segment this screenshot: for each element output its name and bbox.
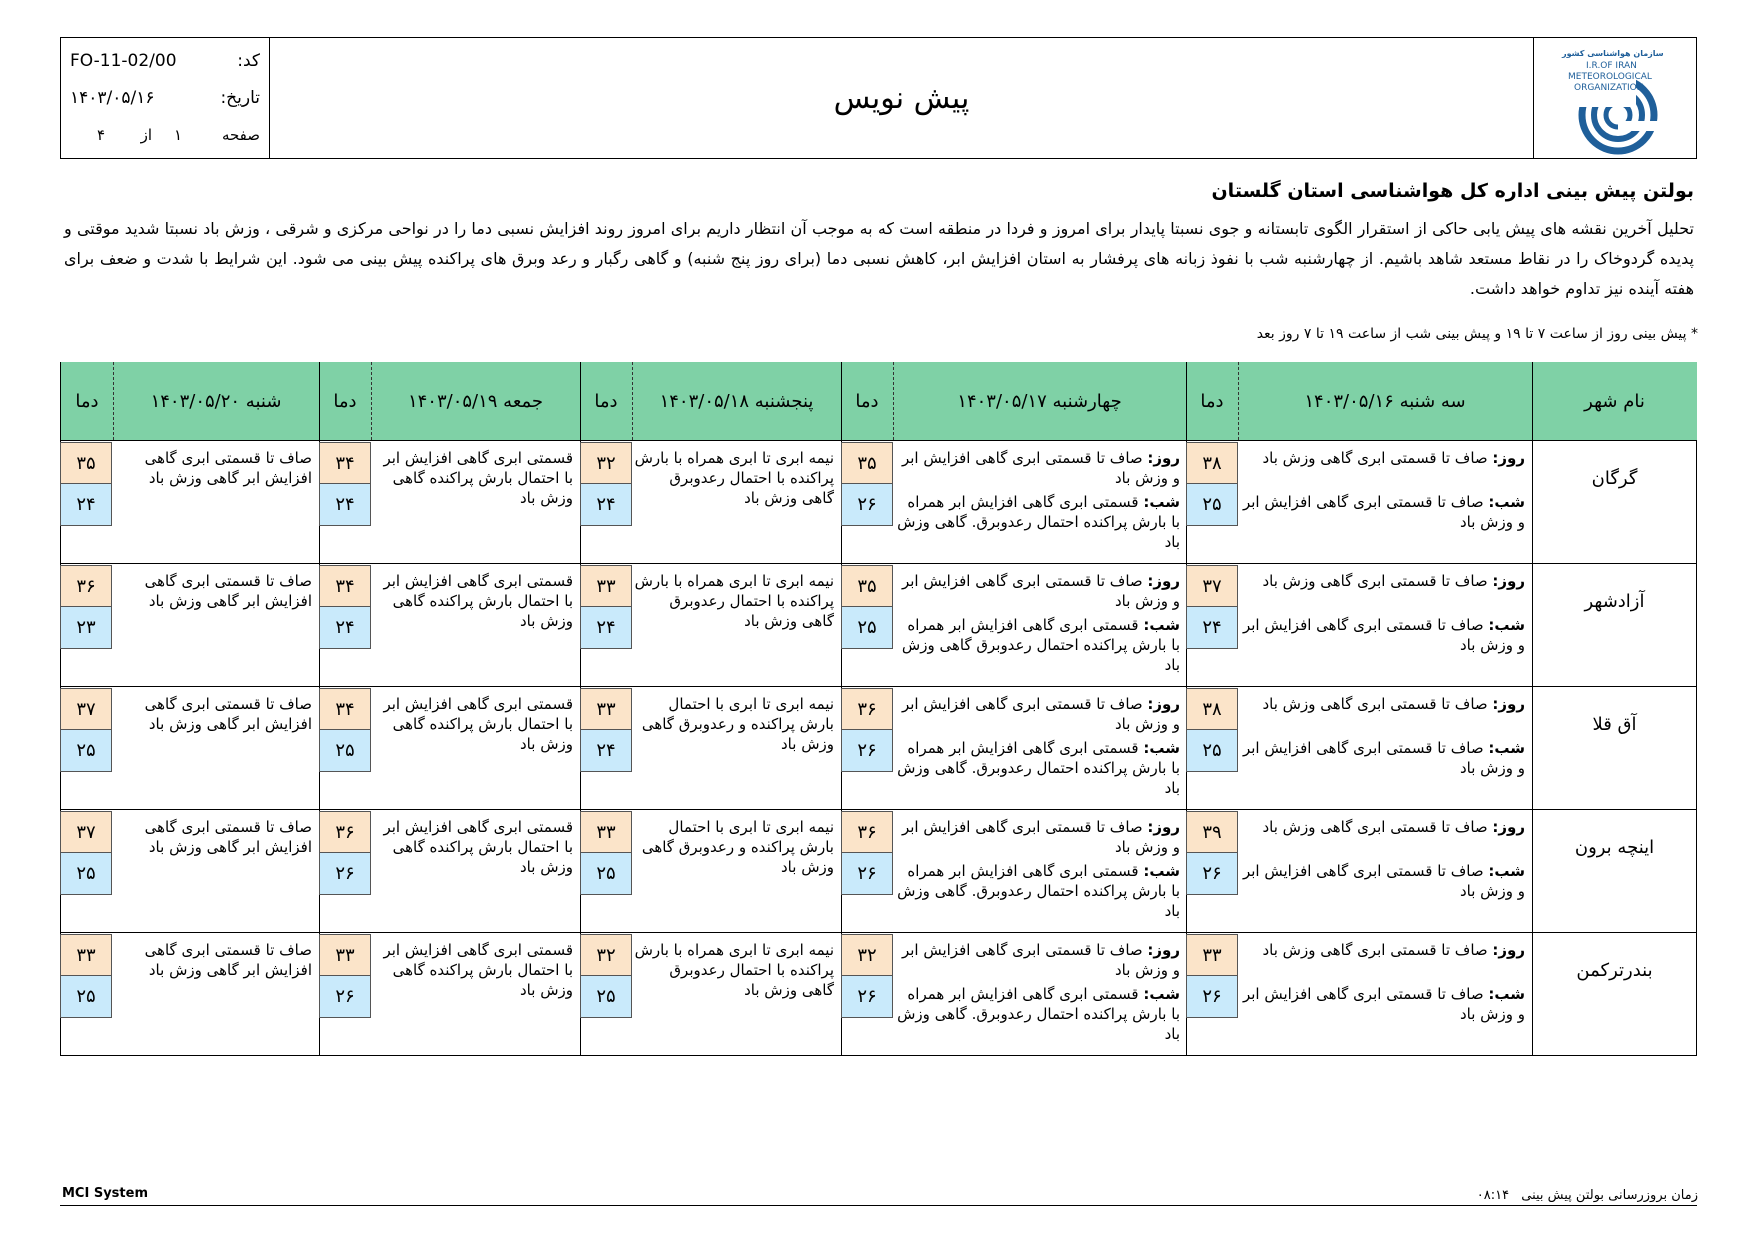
footer-system: MCI System [62, 1186, 148, 1201]
day4-min-temp: ۲۴ [319, 484, 371, 526]
day4-forecast: قسمتی ابری گاهی افزایش ابر با احتمال بارش پراکنده گاهی وزش باد [383, 941, 573, 999]
day1-night-text: صاف تا قسمتی ابری گاهی افزایش ابر و وزش باد [1242, 739, 1525, 777]
meteorological-organization-logo [1548, 45, 1688, 155]
day4-max-temp: ۳۳ [319, 934, 371, 976]
day2-night-forecast [895, 492, 1180, 552]
day2-day-text: صاف تا قسمتی ابری گاهی افزایش ابر و وزش باد [901, 449, 1180, 487]
day1-day-text: صاف تا قسمتی ابری گاهی وزش باد [1262, 941, 1493, 959]
day5-max-temp: ۳۶ [60, 565, 112, 607]
day1-min-temp: ۲۶ [1186, 853, 1238, 895]
header-temp-4: دما [319, 362, 371, 440]
city-name: آزادشهر [1584, 591, 1645, 612]
day5-min-temp: ۲۴ [60, 484, 112, 526]
city-name: آق قلا [1592, 714, 1637, 735]
day2-max-temp: ۳۶ [841, 811, 893, 853]
day1-day-text: صاف تا قسمتی ابری گاهی وزش باد [1262, 695, 1493, 713]
day3-forecast: نیمه ابری تا ابری با احتمال بارش پراکنده و رعدوبرق گاهی وزش باد [641, 695, 834, 753]
day4-min-temp: ۲۶ [319, 853, 371, 895]
day2-day-forecast [895, 448, 1180, 488]
day-label: روز: [1492, 449, 1525, 467]
day2-day-forecast [895, 694, 1180, 734]
day4-forecast: قسمتی ابری گاهی افزایش ابر با احتمال بارش پراکنده گاهی وزش باد [383, 695, 573, 753]
day4-max-temp: ۳۴ [319, 688, 371, 730]
day5-forecast: صاف تا قسمتی ابری گاهی افزایش ابر گاهی وزش باد [144, 818, 312, 856]
day4-max-temp: ۳۴ [319, 442, 371, 484]
day3-min-temp: ۲۵ [580, 976, 632, 1018]
night-label: شب: [1143, 616, 1180, 634]
day2-day-forecast [895, 817, 1180, 857]
day1-night-forecast [1240, 615, 1525, 655]
header-city: نام شهر [1532, 362, 1697, 440]
day2-day-text: صاف تا قسمتی ابری گاهی افزایش ابر و وزش باد [901, 572, 1180, 610]
day2-day-text: صاف تا قسمتی ابری گاهی افزایش ابر و وزش باد [901, 818, 1180, 856]
day1-min-temp: ۲۵ [1186, 484, 1238, 526]
logo-text-en1: I.R.OF IRAN [1586, 61, 1637, 71]
day3-max-temp: ۳۲ [580, 442, 632, 484]
page-total: ۴ [96, 126, 105, 144]
day-label: روز: [1147, 449, 1180, 467]
day1-min-temp: ۲۴ [1186, 607, 1238, 649]
header-day-1: سه شنبه ۱۴۰۳/۰۵/۱۶ [1238, 362, 1532, 440]
day5-min-temp: ۲۳ [60, 607, 112, 649]
day2-min-temp: ۲۶ [841, 730, 893, 772]
day2-night-forecast [895, 861, 1180, 921]
day1-day-forecast [1240, 571, 1525, 591]
day4-min-temp: ۲۵ [319, 730, 371, 772]
day1-max-temp: ۳۸ [1186, 688, 1238, 730]
page-label: صفحه [221, 126, 260, 144]
day4-forecast: قسمتی ابری گاهی افزایش ابر با احتمال بارش پراکنده گاهی وزش باد [383, 449, 573, 507]
day4-min-temp: ۲۶ [319, 976, 371, 1018]
day3-max-temp: ۳۳ [580, 565, 632, 607]
day1-night-text: صاف تا قسمتی ابری گاهی افزایش ابر و وزش باد [1242, 616, 1525, 654]
day5-max-temp: ۳۵ [60, 442, 112, 484]
header-temp-3: دما [580, 362, 632, 440]
day1-max-temp: ۳۳ [1186, 934, 1238, 976]
day4-max-temp: ۳۴ [319, 565, 371, 607]
header-dash [113, 362, 114, 440]
header-temp-1: دما [1186, 362, 1238, 440]
day1-night-forecast [1240, 984, 1525, 1024]
forecast-time-note: * پیش بینی روز از ساعت ۷ تا ۱۹ و پیش بینی شب از ساعت ۱۹ تا ۷ روز بعد [1256, 326, 1698, 342]
day5-forecast: صاف تا قسمتی ابری گاهی افزایش ابر گاهی وزش باد [144, 572, 312, 610]
day1-night-forecast [1240, 492, 1525, 532]
day3-forecast: نیمه ابری تا ابری همراه با بارش پراکنده با احتمال رعدوبرق گاهی وزش باد [634, 572, 834, 630]
logo-text-en2: METEOROLOGICAL [1568, 72, 1652, 82]
day1-night-text: صاف تا قسمتی ابری گاهی افزایش ابر و وزش باد [1242, 493, 1525, 531]
day3-forecast: نیمه ابری تا ابری همراه با بارش پراکنده با احتمال رعدوبرق گاهی وزش باد [634, 449, 834, 507]
day4-max-temp: ۳۶ [319, 811, 371, 853]
col-divider [1532, 362, 1533, 1056]
day1-max-temp: ۳۷ [1186, 565, 1238, 607]
day5-min-temp: ۲۵ [60, 853, 112, 895]
night-label: شب: [1488, 616, 1525, 634]
day3-min-temp: ۲۴ [580, 607, 632, 649]
day1-day-text: صاف تا قسمتی ابری گاهی وزش باد [1262, 572, 1493, 590]
day2-max-temp: ۳۲ [841, 934, 893, 976]
day2-night-text: قسمتی ابری گاهی افزایش ابر همراه با بارش پراکنده احتمال رعدوبرق. گاهی وزش باد [897, 493, 1180, 551]
day-label: روز: [1147, 572, 1180, 590]
day-label: روز: [1492, 818, 1525, 836]
day3-min-temp: ۲۴ [580, 484, 632, 526]
day2-night-text: قسمتی ابری گاهی افزایش ابر همراه با بارش پراکنده احتمال رعدوبرق. گاهی وزش باد [897, 985, 1180, 1043]
day1-min-temp: ۲۶ [1186, 976, 1238, 1018]
day5-forecast: صاف تا قسمتی ابری گاهی افزایش ابر گاهی وزش باد [144, 695, 312, 733]
day1-min-temp: ۲۵ [1186, 730, 1238, 772]
logo-text-fa: سازمان هواشناسی کشور [1562, 49, 1664, 58]
day-label: روز: [1147, 818, 1180, 836]
day1-night-text: صاف تا قسمتی ابری گاهی افزایش ابر و وزش باد [1242, 985, 1525, 1023]
day2-max-temp: ۳۶ [841, 688, 893, 730]
day1-day-forecast [1240, 448, 1525, 468]
city-name: گرگان [1591, 468, 1638, 489]
day5-max-temp: ۳۷ [60, 811, 112, 853]
header-day-4: جمعه ۱۴۰۳/۰۵/۱۹ [371, 362, 580, 440]
header-temp-2: دما [841, 362, 893, 440]
day1-max-temp: ۳۹ [1186, 811, 1238, 853]
night-label: شب: [1143, 985, 1180, 1003]
day5-min-temp: ۲۵ [60, 976, 112, 1018]
day5-max-temp: ۳۳ [60, 934, 112, 976]
day3-max-temp: ۳۲ [580, 934, 632, 976]
day1-day-forecast [1240, 940, 1525, 960]
header-temp-5: دما [61, 362, 113, 440]
day4-min-temp: ۲۴ [319, 607, 371, 649]
header-dash [893, 362, 894, 440]
day2-night-text: قسمتی ابری گاهی افزایش ابر همراه با بارش پراکنده احتمال رعدوبرق. گاهی وزش باد [897, 739, 1180, 797]
night-label: شب: [1143, 493, 1180, 511]
day-label: روز: [1147, 941, 1180, 959]
day2-day-text: صاف تا قسمتی ابری گاهی افزایش ابر و وزش باد [901, 941, 1180, 979]
day2-day-forecast [895, 940, 1180, 980]
day-label: روز: [1147, 695, 1180, 713]
page-number: ۱ [173, 126, 182, 144]
header-dash [1238, 362, 1239, 440]
city-name: اینچه برون [1574, 837, 1655, 858]
night-label: شب: [1488, 985, 1525, 1003]
night-label: شب: [1143, 739, 1180, 757]
day2-min-temp: ۲۶ [841, 976, 893, 1018]
day1-night-forecast [1240, 738, 1525, 778]
code-value: FO-11-02/00 [70, 51, 177, 71]
footer-update-label: زمان بروزرسانی بولتن پیش بینی [1521, 1188, 1698, 1203]
code-label: کد: [237, 51, 260, 71]
row-divider [60, 932, 1697, 933]
day3-min-temp: ۲۴ [580, 730, 632, 772]
date-label: تاریخ: [220, 88, 260, 108]
document-meta-box [60, 37, 270, 159]
row-divider [60, 563, 1697, 564]
day2-max-temp: ۳۵ [841, 442, 893, 484]
day2-night-text: قسمتی ابری گاهی افزایش ابر همراه با بارش پراکنده احتمال رعدوبرق گاهی وزش باد [901, 616, 1180, 674]
night-label: شب: [1143, 862, 1180, 880]
day1-day-forecast [1240, 694, 1525, 714]
day-label: روز: [1492, 572, 1525, 590]
day4-forecast: قسمتی ابری گاهی افزایش ابر با احتمال بارش پراکنده گاهی وزش باد [383, 572, 573, 630]
header-day-2: چهارشنبه ۱۴۰۳/۰۵/۱۷ [893, 362, 1186, 440]
day2-day-text: صاف تا قسمتی ابری گاهی افزایش ابر و وزش باد [901, 695, 1180, 733]
day3-min-temp: ۲۵ [580, 853, 632, 895]
date-value: ۱۴۰۳/۰۵/۱۶ [70, 88, 155, 108]
day2-min-temp: ۲۶ [841, 484, 893, 526]
header-dash [632, 362, 633, 440]
header-divider [60, 440, 1697, 441]
day2-min-temp: ۲۶ [841, 853, 893, 895]
logo-text-en3: ORGANIZATION [1574, 83, 1644, 93]
day3-forecast: نیمه ابری تا ابری همراه با بارش پراکنده با احتمال رعدوبرق گاهی وزش باد [634, 941, 834, 999]
header-day-3: پنجشنبه ۱۴۰۳/۰۵/۱۸ [632, 362, 841, 440]
row-divider [60, 686, 1697, 687]
day-label: روز: [1492, 695, 1525, 713]
footer-update [1477, 1188, 1698, 1203]
day1-day-forecast [1240, 817, 1525, 837]
night-label: شب: [1488, 862, 1525, 880]
day5-forecast: صاف تا قسمتی ابری گاهی افزایش ابر گاهی وزش باد [144, 941, 312, 979]
day2-day-forecast [895, 571, 1180, 611]
day3-forecast: نیمه ابری تا ابری با احتمال بارش پراکنده و رعدوبرق گاهی وزش باد [641, 818, 834, 876]
night-label: شب: [1488, 739, 1525, 757]
day3-max-temp: ۳۳ [580, 811, 632, 853]
day3-max-temp: ۳۳ [580, 688, 632, 730]
day2-night-forecast [895, 984, 1180, 1044]
day1-night-text: صاف تا قسمتی ابری گاهی افزایش ابر و وزش باد [1242, 862, 1525, 900]
day1-max-temp: ۳۸ [1186, 442, 1238, 484]
night-label: شب: [1488, 493, 1525, 511]
footer-update-time: ۰۸:۱۴ [1476, 1188, 1510, 1203]
page-of-label: از [140, 126, 152, 144]
day5-max-temp: ۳۷ [60, 688, 112, 730]
city-name: بندرترکمن [1576, 960, 1653, 981]
day2-night-text: قسمتی ابری گاهی افزایش ابر همراه با بارش پراکنده احتمال رعدوبرق. گاهی وزش باد [897, 862, 1180, 920]
row-divider [60, 809, 1697, 810]
day2-night-forecast [895, 738, 1180, 798]
header-day-5: شنبه ۱۴۰۳/۰۵/۲۰ [113, 362, 319, 440]
bulletin-body: تحلیل آخرین نقشه های پیش یابی حاکی از استقرار الگوی تابستانه و جوی نسبتا پایدار برای امروز و فردا در منطقه است که به موجب آن انتظار داریم برای امروز روند افزایش نسبی دما را در نواحی مرکزی و شرقی ، وزش باد نسبتا شدید موقتی و پدیده گردوخاک را در نقاط مستعد شاهد باشیم. از چهارشنبه شب با نفوذ زبانه های پرفشار به استان افزایش ابر، کاهش نسبی دما (برای روز پنج شنبه) و گاهی رگبار و رعد وبرق های پراکنده پیش بینی می شود. این شرایط با شدت و ضعف برای هفته آینده نیز تداوم خواهد داشت. [64, 219, 1694, 298]
day5-forecast: صاف تا قسمتی ابری گاهی افزایش ابر گاهی وزش باد [144, 449, 312, 487]
day4-forecast: قسمتی ابری گاهی افزایش ابر با احتمال بارش پراکنده گاهی وزش باد [383, 818, 573, 876]
day2-night-forecast [895, 615, 1180, 675]
footer-divider [60, 1205, 1697, 1206]
header-dash [371, 362, 372, 440]
day1-night-forecast [1240, 861, 1525, 901]
day5-min-temp: ۲۵ [60, 730, 112, 772]
day2-max-temp: ۳۵ [841, 565, 893, 607]
page-title: پیش نویس [833, 80, 970, 116]
bulletin-title: بولتن پیش بینی اداره کل هواشناسی استان گلستان [1211, 180, 1694, 202]
day1-day-text: صاف تا قسمتی ابری گاهی وزش باد [1262, 818, 1493, 836]
day1-day-text: صاف تا قسمتی ابری گاهی وزش باد [1262, 449, 1493, 467]
day2-min-temp: ۲۵ [841, 607, 893, 649]
day-label: روز: [1492, 941, 1525, 959]
